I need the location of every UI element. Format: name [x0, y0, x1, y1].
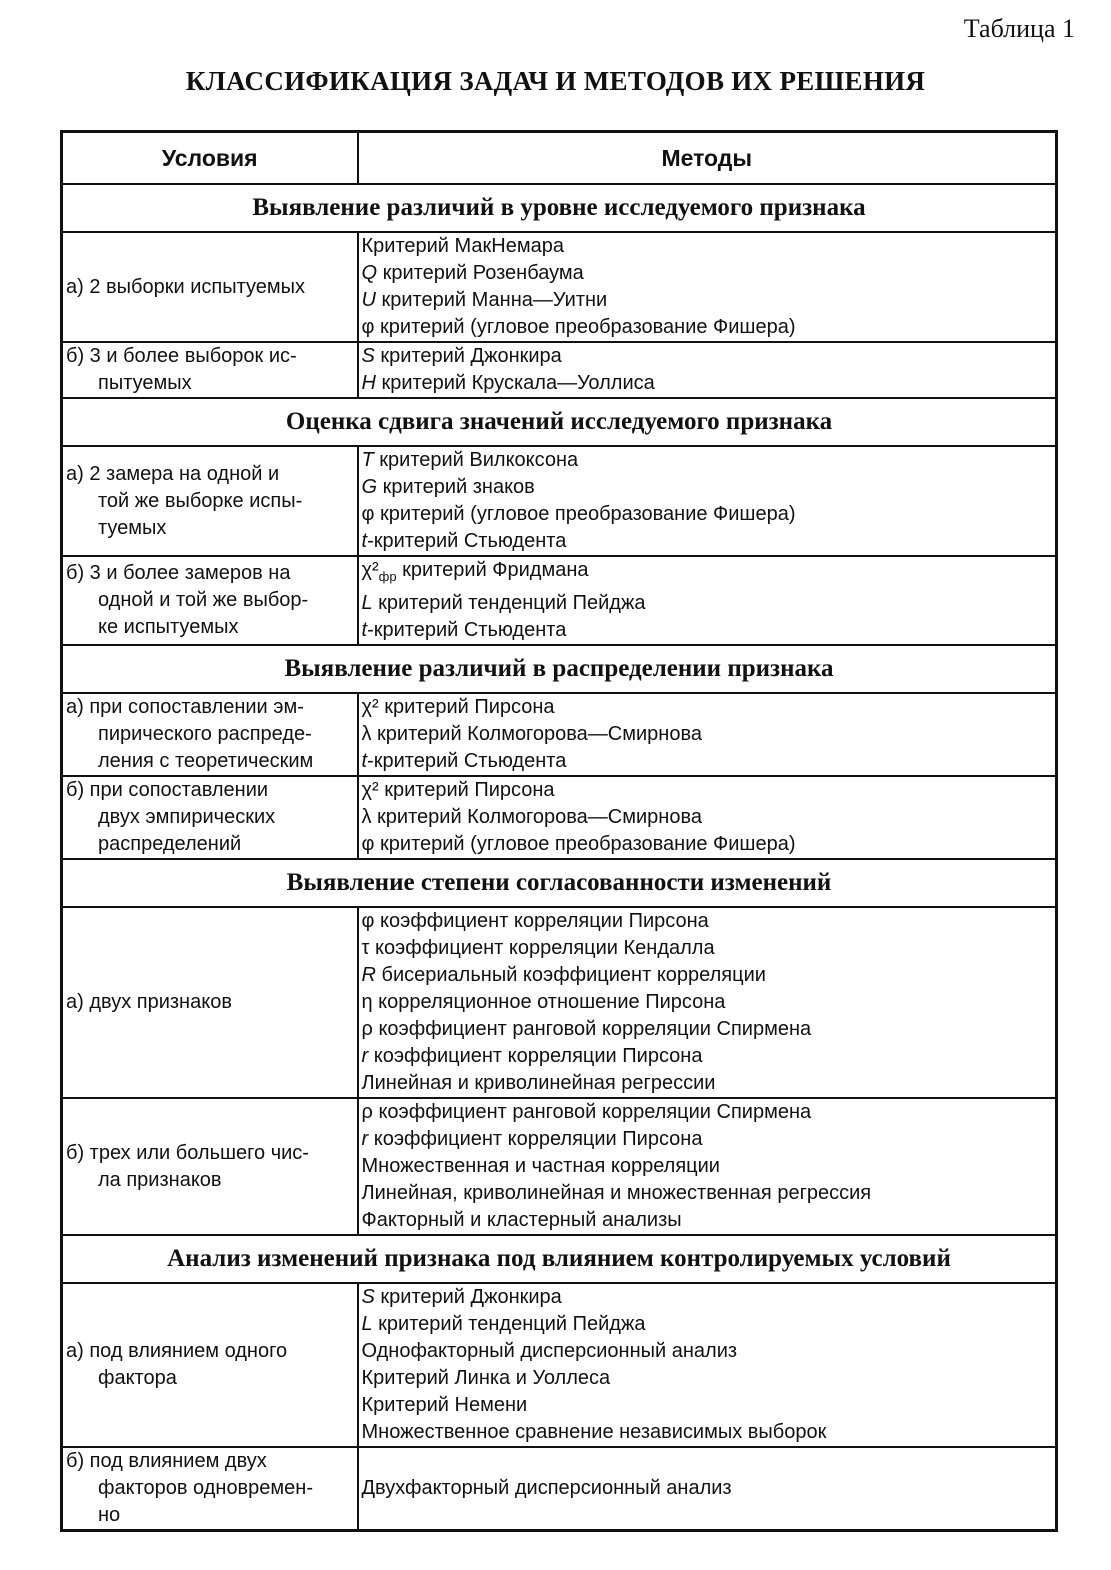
method-item — [362, 1099, 1053, 1126]
method-text: Критерий Немени — [361, 1394, 528, 1416]
method-text: коэффициент корреляции Кендалла — [369, 937, 715, 959]
method-text: Множественное сравнение независимых выборок — [361, 1421, 827, 1443]
method-text: критерий Розенбаума — [377, 262, 584, 284]
method-text: Множественная и частная корреляции — [361, 1155, 720, 1177]
method-text: критерий Вилкоксона — [373, 449, 579, 471]
method-symbol: φ — [361, 316, 375, 338]
method-item — [362, 1284, 1053, 1311]
section-row — [62, 859, 1057, 907]
method-item — [362, 1016, 1053, 1043]
method-text: критерий Пирсона — [378, 696, 555, 718]
section-title: Выявление степени согласованности изменений — [62, 859, 1057, 907]
method-item — [362, 370, 1053, 397]
method-text: Однофакторный дисперсионный анализ — [361, 1340, 738, 1362]
method-symbol: t — [361, 750, 368, 772]
method-text: критерий Колмогорова—Смирнова — [371, 806, 702, 828]
table-row — [62, 1283, 1057, 1447]
method-symbol: ρ — [361, 1018, 373, 1040]
method-symbol: S — [361, 1286, 375, 1308]
method-text: критерий Колмогорова—Смирнова — [371, 723, 702, 745]
method-item — [362, 1043, 1053, 1070]
method-text: критерий (угловое преобразование Фишера) — [374, 503, 796, 525]
section-row — [62, 645, 1057, 693]
condition-line: ления с теоретическим — [98, 750, 314, 772]
method-item — [362, 1475, 1053, 1502]
method-item — [362, 748, 1053, 775]
method-item — [362, 962, 1053, 989]
method-item — [362, 989, 1053, 1016]
method-item — [362, 528, 1053, 555]
methods-cell — [358, 693, 1057, 776]
condition-line: б) под влиянием двух — [66, 1450, 267, 1472]
method-symbol: R — [361, 964, 376, 986]
method-text: коэффициент ранговой корреляции Спирмена — [372, 1101, 812, 1123]
condition-cell — [62, 776, 358, 859]
method-symbol: L — [361, 592, 373, 614]
condition-cell — [62, 907, 358, 1098]
methods-cell — [358, 1098, 1057, 1235]
table-row — [62, 1447, 1057, 1531]
method-item — [362, 1311, 1053, 1338]
condition-line: ке испытуемых — [98, 616, 239, 638]
method-text: Линейная, криволинейная и множественная регрессия — [361, 1182, 872, 1204]
method-text: Критерий Линка и Уоллеса — [361, 1367, 611, 1389]
condition-line: но — [98, 1504, 121, 1526]
method-item — [362, 557, 1053, 590]
method-symbol: λ — [361, 723, 372, 745]
condition-cell — [62, 1447, 358, 1531]
methods-cell — [358, 776, 1057, 859]
table-row — [62, 556, 1057, 645]
method-item — [362, 1153, 1053, 1180]
condition-cell — [62, 446, 358, 556]
method-item — [362, 260, 1053, 287]
table-row — [62, 907, 1057, 1098]
method-item — [362, 694, 1053, 721]
method-symbol: t — [361, 530, 368, 552]
section-row — [62, 398, 1057, 446]
classification-table — [60, 130, 1058, 1532]
method-symbol: L — [361, 1313, 373, 1335]
method-text: -критерий Стьюдента — [367, 750, 567, 772]
method-symbol: χ² — [361, 696, 379, 718]
method-item — [362, 1180, 1053, 1207]
table-row — [62, 693, 1057, 776]
method-item — [362, 474, 1053, 501]
table-title: КЛАССИФИКАЦИЯ ЗАДАЧ И МЕТОДОВ ИХ РЕШЕНИЯ — [185, 66, 926, 96]
header-methods: Методы — [358, 132, 1057, 185]
condition-line: фактора — [98, 1367, 177, 1389]
condition-line: факторов одновремен- — [98, 1477, 314, 1499]
method-symbol: t — [361, 619, 368, 641]
method-item — [362, 935, 1053, 962]
method-text: коэффициент корреляции Пирсона — [368, 1045, 703, 1067]
section-title: Выявление различий в уровне исследуемого признака — [62, 184, 1057, 232]
condition-line: пирического распреде- — [98, 723, 312, 745]
method-item — [362, 447, 1053, 474]
method-text: критерий Джонкира — [374, 345, 562, 367]
method-item — [362, 1392, 1053, 1419]
condition-cell — [62, 1098, 358, 1235]
condition-line: а) 2 замера на одной и — [66, 462, 280, 485]
method-symbol: φ — [361, 503, 375, 525]
condition-line: ла признаков — [98, 1168, 222, 1191]
method-symbol: η — [361, 991, 373, 1013]
table-row — [62, 342, 1057, 398]
condition-line: б) при сопоставлении — [66, 779, 269, 801]
section-row — [62, 184, 1057, 232]
method-symbol: H — [361, 372, 376, 394]
header-row — [62, 132, 1057, 185]
method-item — [362, 314, 1053, 341]
method-item — [362, 1207, 1053, 1234]
methods-cell — [358, 232, 1057, 342]
method-item — [362, 1365, 1053, 1392]
condition-cell — [62, 1283, 358, 1447]
condition-line: а) при сопоставлении эм- — [66, 696, 304, 718]
section-row — [62, 1235, 1057, 1283]
table-body — [62, 184, 1057, 1531]
method-text: критерий Фридмана — [396, 559, 589, 581]
method-symbol: S — [361, 345, 375, 367]
condition-line: б) 3 и более замеров на — [66, 562, 291, 584]
method-item — [362, 501, 1053, 528]
condition-line: двух эмпирических — [98, 806, 276, 828]
method-symbol: r — [361, 1128, 369, 1150]
condition-cell — [62, 556, 358, 645]
table-number: Таблица 1 — [963, 14, 1075, 43]
condition-line: б) 3 и более выборок ис- — [66, 345, 297, 367]
method-symbol: λ — [361, 806, 372, 828]
section-title: Выявление различий в распределении признака — [62, 645, 1057, 693]
method-item — [362, 590, 1053, 617]
condition-cell — [62, 342, 358, 398]
method-item — [362, 831, 1053, 858]
method-text: критерий Манна—Уитни — [375, 289, 608, 311]
method-text: корреляционное отношение Пирсона — [372, 991, 726, 1013]
method-symbol: φ — [361, 833, 375, 855]
method-text: коэффициент корреляции Пирсона — [368, 1128, 703, 1150]
method-text: критерий Джонкира — [374, 1286, 562, 1308]
method-text: коэффициент корреляции Пирсона — [374, 910, 709, 932]
method-symbol: φ — [361, 910, 375, 932]
method-text: критерий знаков — [377, 476, 535, 498]
methods-cell — [358, 1283, 1057, 1447]
condition-line: одной и той же выбор- — [98, 589, 309, 611]
methods-cell — [358, 556, 1057, 645]
condition-line: распределений — [98, 833, 242, 855]
method-symbol: $\chi^2_{фр}$ — [361, 559, 397, 584]
method-text: критерий (угловое преобразование Фишера) — [374, 833, 796, 855]
condition-cell — [62, 232, 358, 342]
methods-cell — [358, 446, 1057, 556]
methods-cell — [358, 342, 1057, 398]
table-row — [62, 776, 1057, 859]
method-text: Двухфакторный дисперсионный анализ — [361, 1477, 732, 1499]
methods-cell — [358, 1447, 1057, 1531]
method-text: критерий тенденций Пейджа — [372, 1313, 646, 1335]
method-text: -критерий Стьюдента — [367, 530, 567, 552]
method-item — [362, 617, 1053, 644]
method-item — [362, 1338, 1053, 1365]
condition-line: той же выборке испы- — [98, 489, 303, 512]
method-text: критерий тенденций Пейджа — [372, 592, 646, 614]
methods-cell — [358, 907, 1057, 1098]
table-row — [62, 446, 1057, 556]
method-text: критерий Крускала—Уоллиса — [375, 372, 655, 394]
header-conditions: Условия — [62, 132, 358, 185]
method-item — [362, 1070, 1053, 1097]
section-title: Анализ изменений признака под влиянием контролируемых условий — [62, 1235, 1057, 1283]
section-title: Оценка сдвига значений исследуемого признака — [62, 398, 1057, 446]
condition-line: б) трех или большего чис- — [66, 1141, 309, 1164]
condition-line: а) двух признаков — [66, 991, 232, 1013]
method-symbol: G — [361, 476, 378, 498]
condition-cell — [62, 693, 358, 776]
method-item — [362, 721, 1053, 748]
method-item — [362, 233, 1053, 260]
condition-line: туемых — [98, 516, 167, 539]
method-item — [362, 804, 1053, 831]
table-row — [62, 1098, 1057, 1235]
method-symbol: U — [361, 289, 376, 311]
method-item — [362, 777, 1053, 804]
method-symbol: r — [361, 1045, 369, 1067]
method-text: -критерий Стьюдента — [367, 619, 567, 641]
condition-line: а) 2 выборки испытуемых — [66, 275, 305, 298]
method-item — [362, 343, 1053, 370]
method-item — [362, 1126, 1053, 1153]
method-symbol: Q — [361, 262, 378, 284]
method-text: критерий (угловое преобразование Фишера) — [374, 316, 796, 338]
method-item — [362, 908, 1053, 935]
method-text: бисериальный коэффициент корреляции — [375, 964, 766, 986]
condition-line: а) под влиянием одного — [66, 1340, 288, 1362]
method-symbol: ρ — [361, 1101, 373, 1123]
condition-line: пытуемых — [98, 372, 192, 394]
method-symbol: τ — [361, 937, 370, 959]
method-text: Факторный и кластерный анализы — [361, 1209, 682, 1231]
method-item — [362, 287, 1053, 314]
table-row — [62, 232, 1057, 342]
method-text: Критерий МакНемара — [361, 235, 564, 257]
method-text: критерий Пирсона — [378, 779, 555, 801]
method-item — [362, 1419, 1053, 1446]
method-text: Линейная и криволинейная регрессии — [361, 1072, 716, 1094]
method-text: коэффициент ранговой корреляции Спирмена — [372, 1018, 812, 1040]
method-symbol: χ² — [361, 779, 379, 801]
method-symbol: T — [361, 449, 374, 471]
